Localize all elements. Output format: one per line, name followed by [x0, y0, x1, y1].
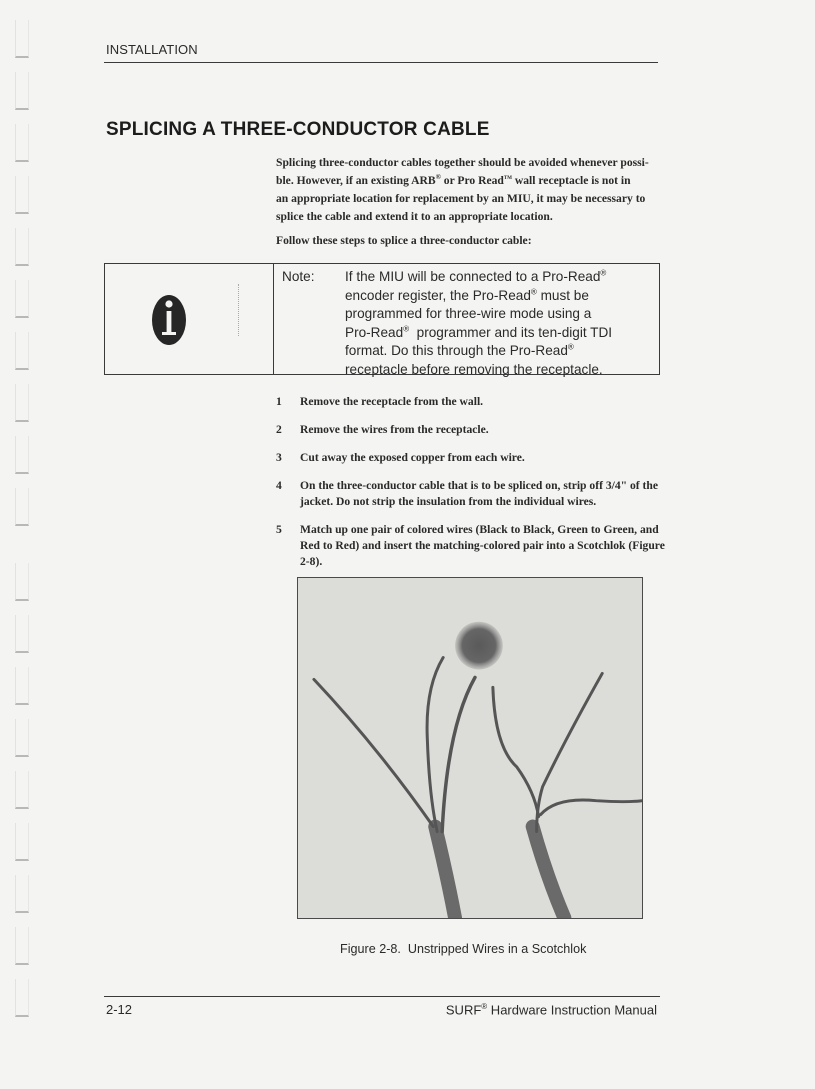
scotchlok-connector: [455, 622, 503, 670]
binder-hole: [15, 20, 29, 58]
note-text-span: If the MIU will be connected to a Pro-Read: [345, 269, 601, 284]
intro-line: splice the cable and extend it to an appropriate location.: [276, 210, 553, 223]
step-item: [276, 522, 671, 570]
step-item: [276, 422, 671, 438]
intro-text: ble. However, if an existing ARB: [276, 174, 436, 187]
scotchlok-wires-photo: [298, 578, 642, 918]
figure-photo: [297, 577, 643, 919]
binder-hole: [15, 488, 29, 526]
binder-hole: [15, 875, 29, 913]
intro-line: Splicing three-conductor cables together should be avoided whenever possi-: [276, 156, 649, 169]
note-line: [345, 287, 655, 306]
note-text-span: must be: [536, 287, 589, 303]
page-number: 2-12: [106, 1002, 133, 1017]
footer-rule: [104, 996, 660, 997]
trademark-mark: TM: [503, 176, 512, 182]
note-line: [345, 342, 655, 361]
registered-mark: ®: [530, 286, 537, 296]
intro-paragraph: [276, 154, 666, 226]
manual-title-text: SURF: [445, 1002, 482, 1018]
binder-hole: [15, 228, 29, 266]
intro-line: [276, 172, 666, 190]
binder-hole: [15, 280, 29, 318]
info-icon: [151, 294, 187, 346]
note-line: receptacle before removing the receptacle.: [345, 361, 603, 377]
step-item: [276, 450, 671, 466]
figure-caption: Figure 2-8. Unstripped Wires in a Scotchlok: [340, 942, 587, 956]
intro-text: or Pro Read: [440, 174, 504, 187]
binder-hole: [15, 719, 29, 757]
manual-title: [446, 1002, 657, 1017]
binder-hole: [15, 176, 29, 214]
step-item: [276, 478, 671, 510]
step-item: [276, 394, 671, 410]
running-head: INSTALLATION: [106, 42, 198, 57]
binder-hole: [15, 563, 29, 601]
binder-hole: [15, 979, 29, 1017]
binder-hole: [15, 384, 29, 422]
step-number: 5: [276, 523, 282, 536]
intro-text: wall receptacle is not in: [511, 174, 631, 187]
step-text: Cut away the exposed copper from each wire.: [300, 451, 525, 464]
note-box: [104, 263, 660, 375]
step-text: On the three-conductor cable that is to be spliced on, strip off 3/4" of the jacket. Do not strip the insulation from the individual wires.: [300, 479, 658, 508]
note-text-span: programmer and its ten-digit TDI: [409, 324, 613, 340]
binder-hole: [15, 332, 29, 370]
note-label: Note:: [282, 269, 315, 284]
note-icon-cell: [105, 264, 274, 374]
header-rule: [104, 62, 658, 63]
registered-mark: ®: [481, 1002, 488, 1011]
step-text: Match up one pair of colored wires (Black to Black, Green to Green, and Red to Red) and insert the matching-colored pair into a Scotchlok (Figure 2-8).: [300, 523, 665, 568]
note-text-span: Pro-Read: [345, 324, 404, 340]
registered-mark: ®: [567, 342, 574, 352]
binder-hole: [15, 927, 29, 965]
step-text: Remove the receptacle from the wall.: [300, 395, 484, 408]
note-text: [345, 268, 655, 379]
step-number: 2: [276, 423, 282, 436]
binder-hole: [15, 72, 29, 110]
registered-mark: ®: [435, 173, 441, 182]
note-text-span: encoder register, the Pro-Read: [345, 287, 531, 303]
note-text-span: format. Do this through the Pro-Read: [345, 343, 568, 358]
note-content: [274, 264, 659, 377]
intro-line: an appropriate location for replacement by an MIU, it may be necessary to: [276, 192, 646, 205]
registered-mark: ®: [600, 268, 607, 278]
step-number: 1: [276, 395, 282, 408]
step-number: 4: [276, 479, 282, 492]
registered-mark: ®: [403, 323, 410, 333]
note-line: [345, 268, 655, 287]
follow-steps-text: Follow these steps to splice a three-conductor cable:: [276, 234, 532, 247]
step-text: Remove the wires from the receptacle.: [300, 423, 489, 436]
binder-hole: [15, 124, 29, 162]
steps-list: [276, 394, 671, 582]
binder-hole: [15, 823, 29, 861]
step-number: 3: [276, 451, 282, 464]
note-line: [345, 324, 655, 343]
binder-hole: [15, 615, 29, 653]
section-title: SPLICING A THREE-CONDUCTOR CABLE: [106, 119, 490, 140]
manual-title-text: Hardware Instruction Manual: [487, 1002, 657, 1018]
binder-hole: [15, 436, 29, 474]
divider: [238, 284, 239, 336]
binder-hole: [15, 771, 29, 809]
note-line: programmed for three-wire mode using a: [345, 306, 592, 321]
binder-hole: [15, 667, 29, 705]
